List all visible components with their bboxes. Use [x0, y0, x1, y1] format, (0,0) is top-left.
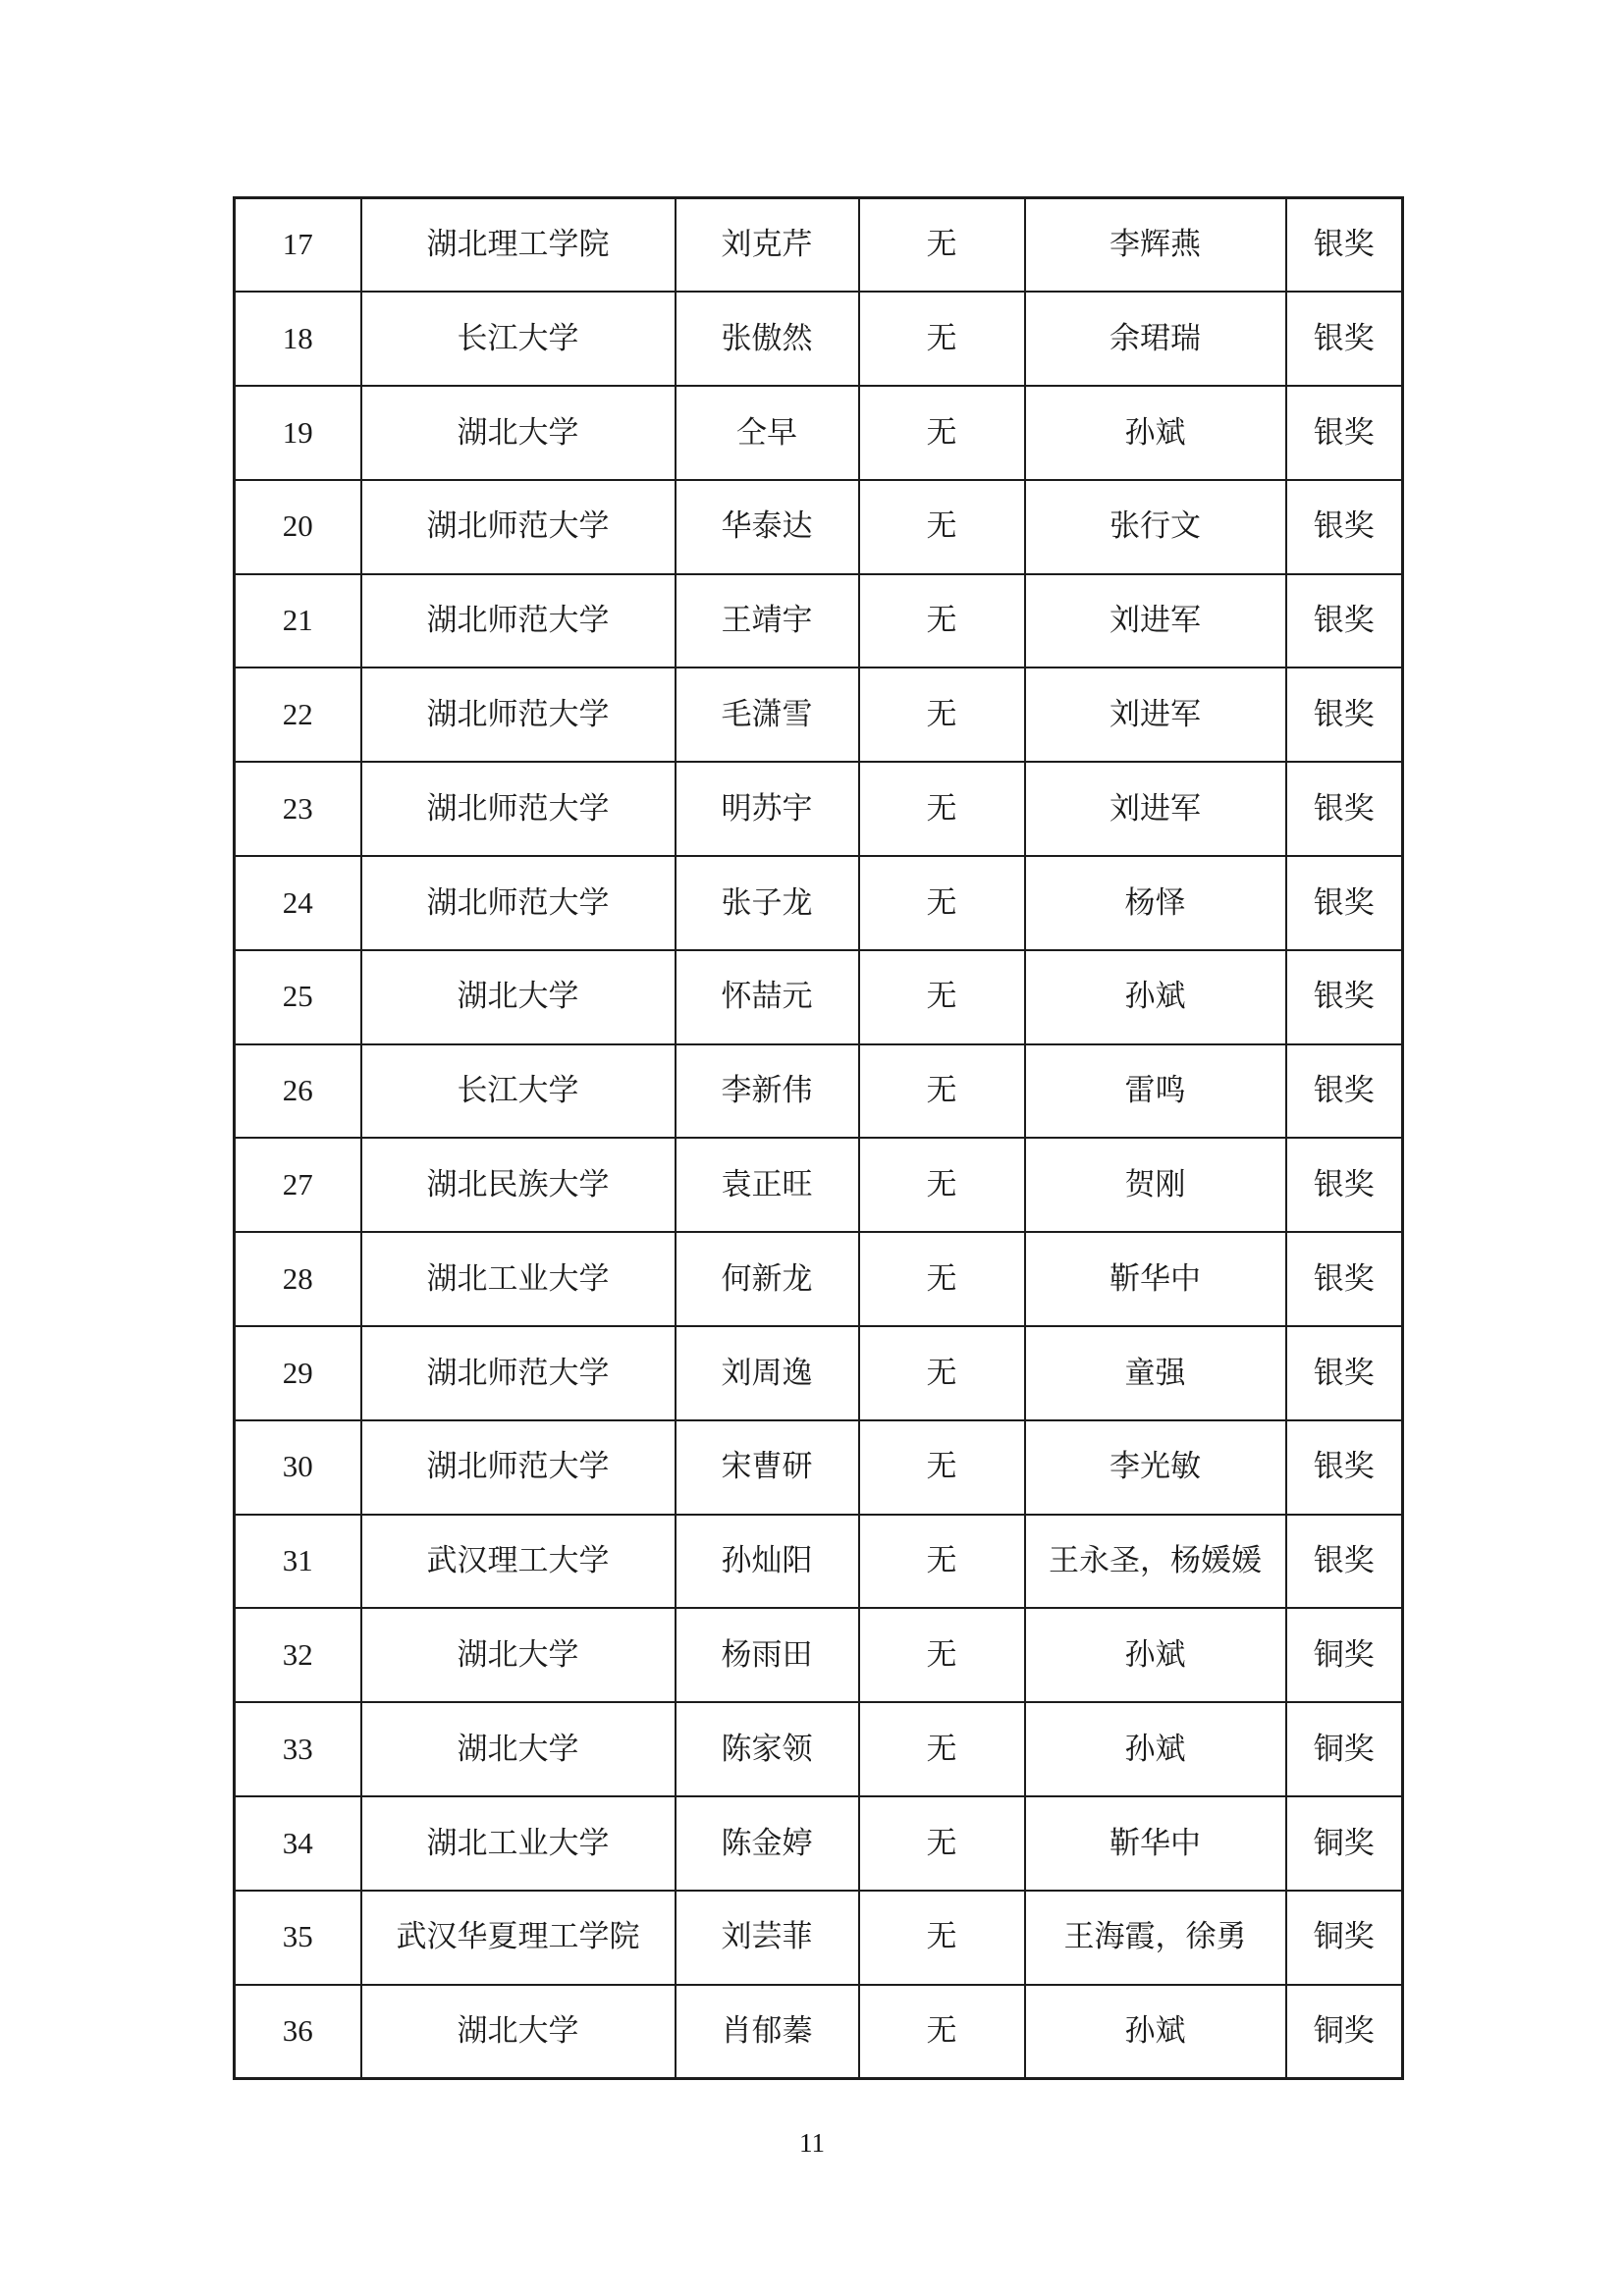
award-cell: 银奖: [1286, 667, 1403, 762]
advisor-cell: 刘进军: [1025, 762, 1286, 856]
school-cell: 武汉华夏理工学院: [361, 1891, 676, 1985]
advisor-cell: 孙斌: [1025, 950, 1286, 1044]
work-title-cell: 无: [859, 292, 1025, 386]
advisor-cell: 靳华中: [1025, 1796, 1286, 1891]
award-cell: 银奖: [1286, 856, 1403, 950]
school-cell: 湖北师范大学: [361, 1420, 676, 1515]
award-cell: 银奖: [1286, 1044, 1403, 1139]
table-row: [235, 480, 1403, 574]
work-title-cell: 无: [859, 1891, 1025, 1985]
student-name-cell: 陈家领: [676, 1702, 859, 1796]
school-cell: 长江大学: [361, 292, 676, 386]
work-title-cell: 无: [859, 1608, 1025, 1702]
advisor-cell: 余珺瑞: [1025, 292, 1286, 386]
school-cell: 武汉理工大学: [361, 1515, 676, 1609]
student-name-cell: 何新龙: [676, 1232, 859, 1326]
row-number-cell: 30: [235, 1420, 361, 1515]
work-title-cell: 无: [859, 1515, 1025, 1609]
row-number-cell: 31: [235, 1515, 361, 1609]
row-number-cell: 24: [235, 856, 361, 950]
student-name-cell: 刘周逸: [676, 1326, 859, 1420]
award-cell: 铜奖: [1286, 1985, 1403, 2079]
school-cell: 湖北工业大学: [361, 1232, 676, 1326]
advisor-cell: 李辉燕: [1025, 198, 1286, 293]
student-name-cell: 毛潇雪: [676, 667, 859, 762]
work-title-cell: 无: [859, 1702, 1025, 1796]
student-name-cell: 明苏宇: [676, 762, 859, 856]
table-row: [235, 1796, 1403, 1891]
work-title-cell: 无: [859, 198, 1025, 293]
work-title-cell: 无: [859, 1326, 1025, 1420]
row-number-cell: 19: [235, 386, 361, 480]
row-number-cell: 23: [235, 762, 361, 856]
school-cell: 湖北大学: [361, 386, 676, 480]
work-title-cell: 无: [859, 1985, 1025, 2079]
award-cell: 银奖: [1286, 1420, 1403, 1515]
work-title-cell: 无: [859, 1796, 1025, 1891]
row-number-cell: 34: [235, 1796, 361, 1891]
table-row: [235, 762, 1403, 856]
advisor-cell: 王永圣，杨媛媛: [1025, 1515, 1286, 1609]
school-cell: 湖北师范大学: [361, 480, 676, 574]
table-row: [235, 1420, 1403, 1515]
award-cell: 铜奖: [1286, 1891, 1403, 1985]
table-row: [235, 292, 1403, 386]
advisor-cell: 孙斌: [1025, 1702, 1286, 1796]
work-title-cell: 无: [859, 574, 1025, 668]
student-name-cell: 仝早: [676, 386, 859, 480]
row-number-cell: 27: [235, 1138, 361, 1232]
award-cell: 银奖: [1286, 1138, 1403, 1232]
row-number-cell: 26: [235, 1044, 361, 1139]
table-row: [235, 950, 1403, 1044]
advisor-cell: 童强: [1025, 1326, 1286, 1420]
table-row: [235, 1985, 1403, 2079]
advisor-cell: 杨怿: [1025, 856, 1286, 950]
school-cell: 湖北师范大学: [361, 667, 676, 762]
student-name-cell: 华泰达: [676, 480, 859, 574]
award-cell: 铜奖: [1286, 1702, 1403, 1796]
work-title-cell: 无: [859, 667, 1025, 762]
advisor-cell: 靳华中: [1025, 1232, 1286, 1326]
award-cell: 银奖: [1286, 950, 1403, 1044]
page-number: 11: [799, 2128, 825, 2158]
table-row: [235, 1515, 1403, 1609]
student-name-cell: 孙灿阳: [676, 1515, 859, 1609]
advisor-cell: 孙斌: [1025, 386, 1286, 480]
table-row: [235, 1891, 1403, 1985]
table-row: [235, 1608, 1403, 1702]
award-cell: 银奖: [1286, 762, 1403, 856]
work-title-cell: 无: [859, 1420, 1025, 1515]
school-cell: 湖北大学: [361, 1985, 676, 2079]
row-number-cell: 21: [235, 574, 361, 668]
student-name-cell: 李新伟: [676, 1044, 859, 1139]
table-row: [235, 1138, 1403, 1232]
table-row: [235, 1044, 1403, 1139]
student-name-cell: 王靖宇: [676, 574, 859, 668]
table-row: [235, 667, 1403, 762]
advisor-cell: 王海霞，徐勇: [1025, 1891, 1286, 1985]
award-cell: 银奖: [1286, 292, 1403, 386]
row-number-cell: 18: [235, 292, 361, 386]
award-table: [233, 196, 1404, 2080]
award-cell: 银奖: [1286, 574, 1403, 668]
award-cell: 银奖: [1286, 386, 1403, 480]
school-cell: 湖北大学: [361, 950, 676, 1044]
student-name-cell: 刘芸菲: [676, 1891, 859, 1985]
student-name-cell: 肖郁蓁: [676, 1985, 859, 2079]
work-title-cell: 无: [859, 1138, 1025, 1232]
school-cell: 湖北师范大学: [361, 762, 676, 856]
advisor-cell: 刘进军: [1025, 574, 1286, 668]
table-row: [235, 386, 1403, 480]
row-number-cell: 35: [235, 1891, 361, 1985]
student-name-cell: 刘克芹: [676, 198, 859, 293]
table-row: [235, 1326, 1403, 1420]
row-number-cell: 17: [235, 198, 361, 293]
award-cell: 银奖: [1286, 1232, 1403, 1326]
student-name-cell: 张子龙: [676, 856, 859, 950]
work-title-cell: 无: [859, 762, 1025, 856]
school-cell: 湖北师范大学: [361, 856, 676, 950]
work-title-cell: 无: [859, 856, 1025, 950]
row-number-cell: 36: [235, 1985, 361, 2079]
student-name-cell: 袁正旺: [676, 1138, 859, 1232]
award-cell: 银奖: [1286, 198, 1403, 293]
row-number-cell: 28: [235, 1232, 361, 1326]
school-cell: 湖北工业大学: [361, 1796, 676, 1891]
student-name-cell: 怀喆元: [676, 950, 859, 1044]
work-title-cell: 无: [859, 1044, 1025, 1139]
work-title-cell: 无: [859, 386, 1025, 480]
student-name-cell: 张傲然: [676, 292, 859, 386]
award-cell: 银奖: [1286, 1326, 1403, 1420]
row-number-cell: 20: [235, 480, 361, 574]
advisor-cell: 张行文: [1025, 480, 1286, 574]
advisor-cell: 刘进军: [1025, 667, 1286, 762]
row-number-cell: 29: [235, 1326, 361, 1420]
award-table-body: [235, 198, 1403, 2079]
award-cell: 铜奖: [1286, 1608, 1403, 1702]
work-title-cell: 无: [859, 1232, 1025, 1326]
advisor-cell: 李光敏: [1025, 1420, 1286, 1515]
work-title-cell: 无: [859, 950, 1025, 1044]
school-cell: 长江大学: [361, 1044, 676, 1139]
row-number-cell: 32: [235, 1608, 361, 1702]
award-cell: 银奖: [1286, 1515, 1403, 1609]
advisor-cell: 孙斌: [1025, 1985, 1286, 2079]
school-cell: 湖北大学: [361, 1608, 676, 1702]
row-number-cell: 33: [235, 1702, 361, 1796]
row-number-cell: 25: [235, 950, 361, 1044]
award-cell: 铜奖: [1286, 1796, 1403, 1891]
school-cell: 湖北师范大学: [361, 1326, 676, 1420]
school-cell: 湖北师范大学: [361, 574, 676, 668]
table-row: [235, 574, 1403, 668]
student-name-cell: 宋曹研: [676, 1420, 859, 1515]
table-row: [235, 856, 1403, 950]
table-row: [235, 1232, 1403, 1326]
school-cell: 湖北民族大学: [361, 1138, 676, 1232]
award-cell: 银奖: [1286, 480, 1403, 574]
student-name-cell: 杨雨田: [676, 1608, 859, 1702]
advisor-cell: 贺刚: [1025, 1138, 1286, 1232]
school-cell: 湖北大学: [361, 1702, 676, 1796]
row-number-cell: 22: [235, 667, 361, 762]
advisor-cell: 孙斌: [1025, 1608, 1286, 1702]
table-row: [235, 1702, 1403, 1796]
school-cell: 湖北理工学院: [361, 198, 676, 293]
student-name-cell: 陈金婷: [676, 1796, 859, 1891]
work-title-cell: 无: [859, 480, 1025, 574]
advisor-cell: 雷鸣: [1025, 1044, 1286, 1139]
table-row: [235, 198, 1403, 293]
